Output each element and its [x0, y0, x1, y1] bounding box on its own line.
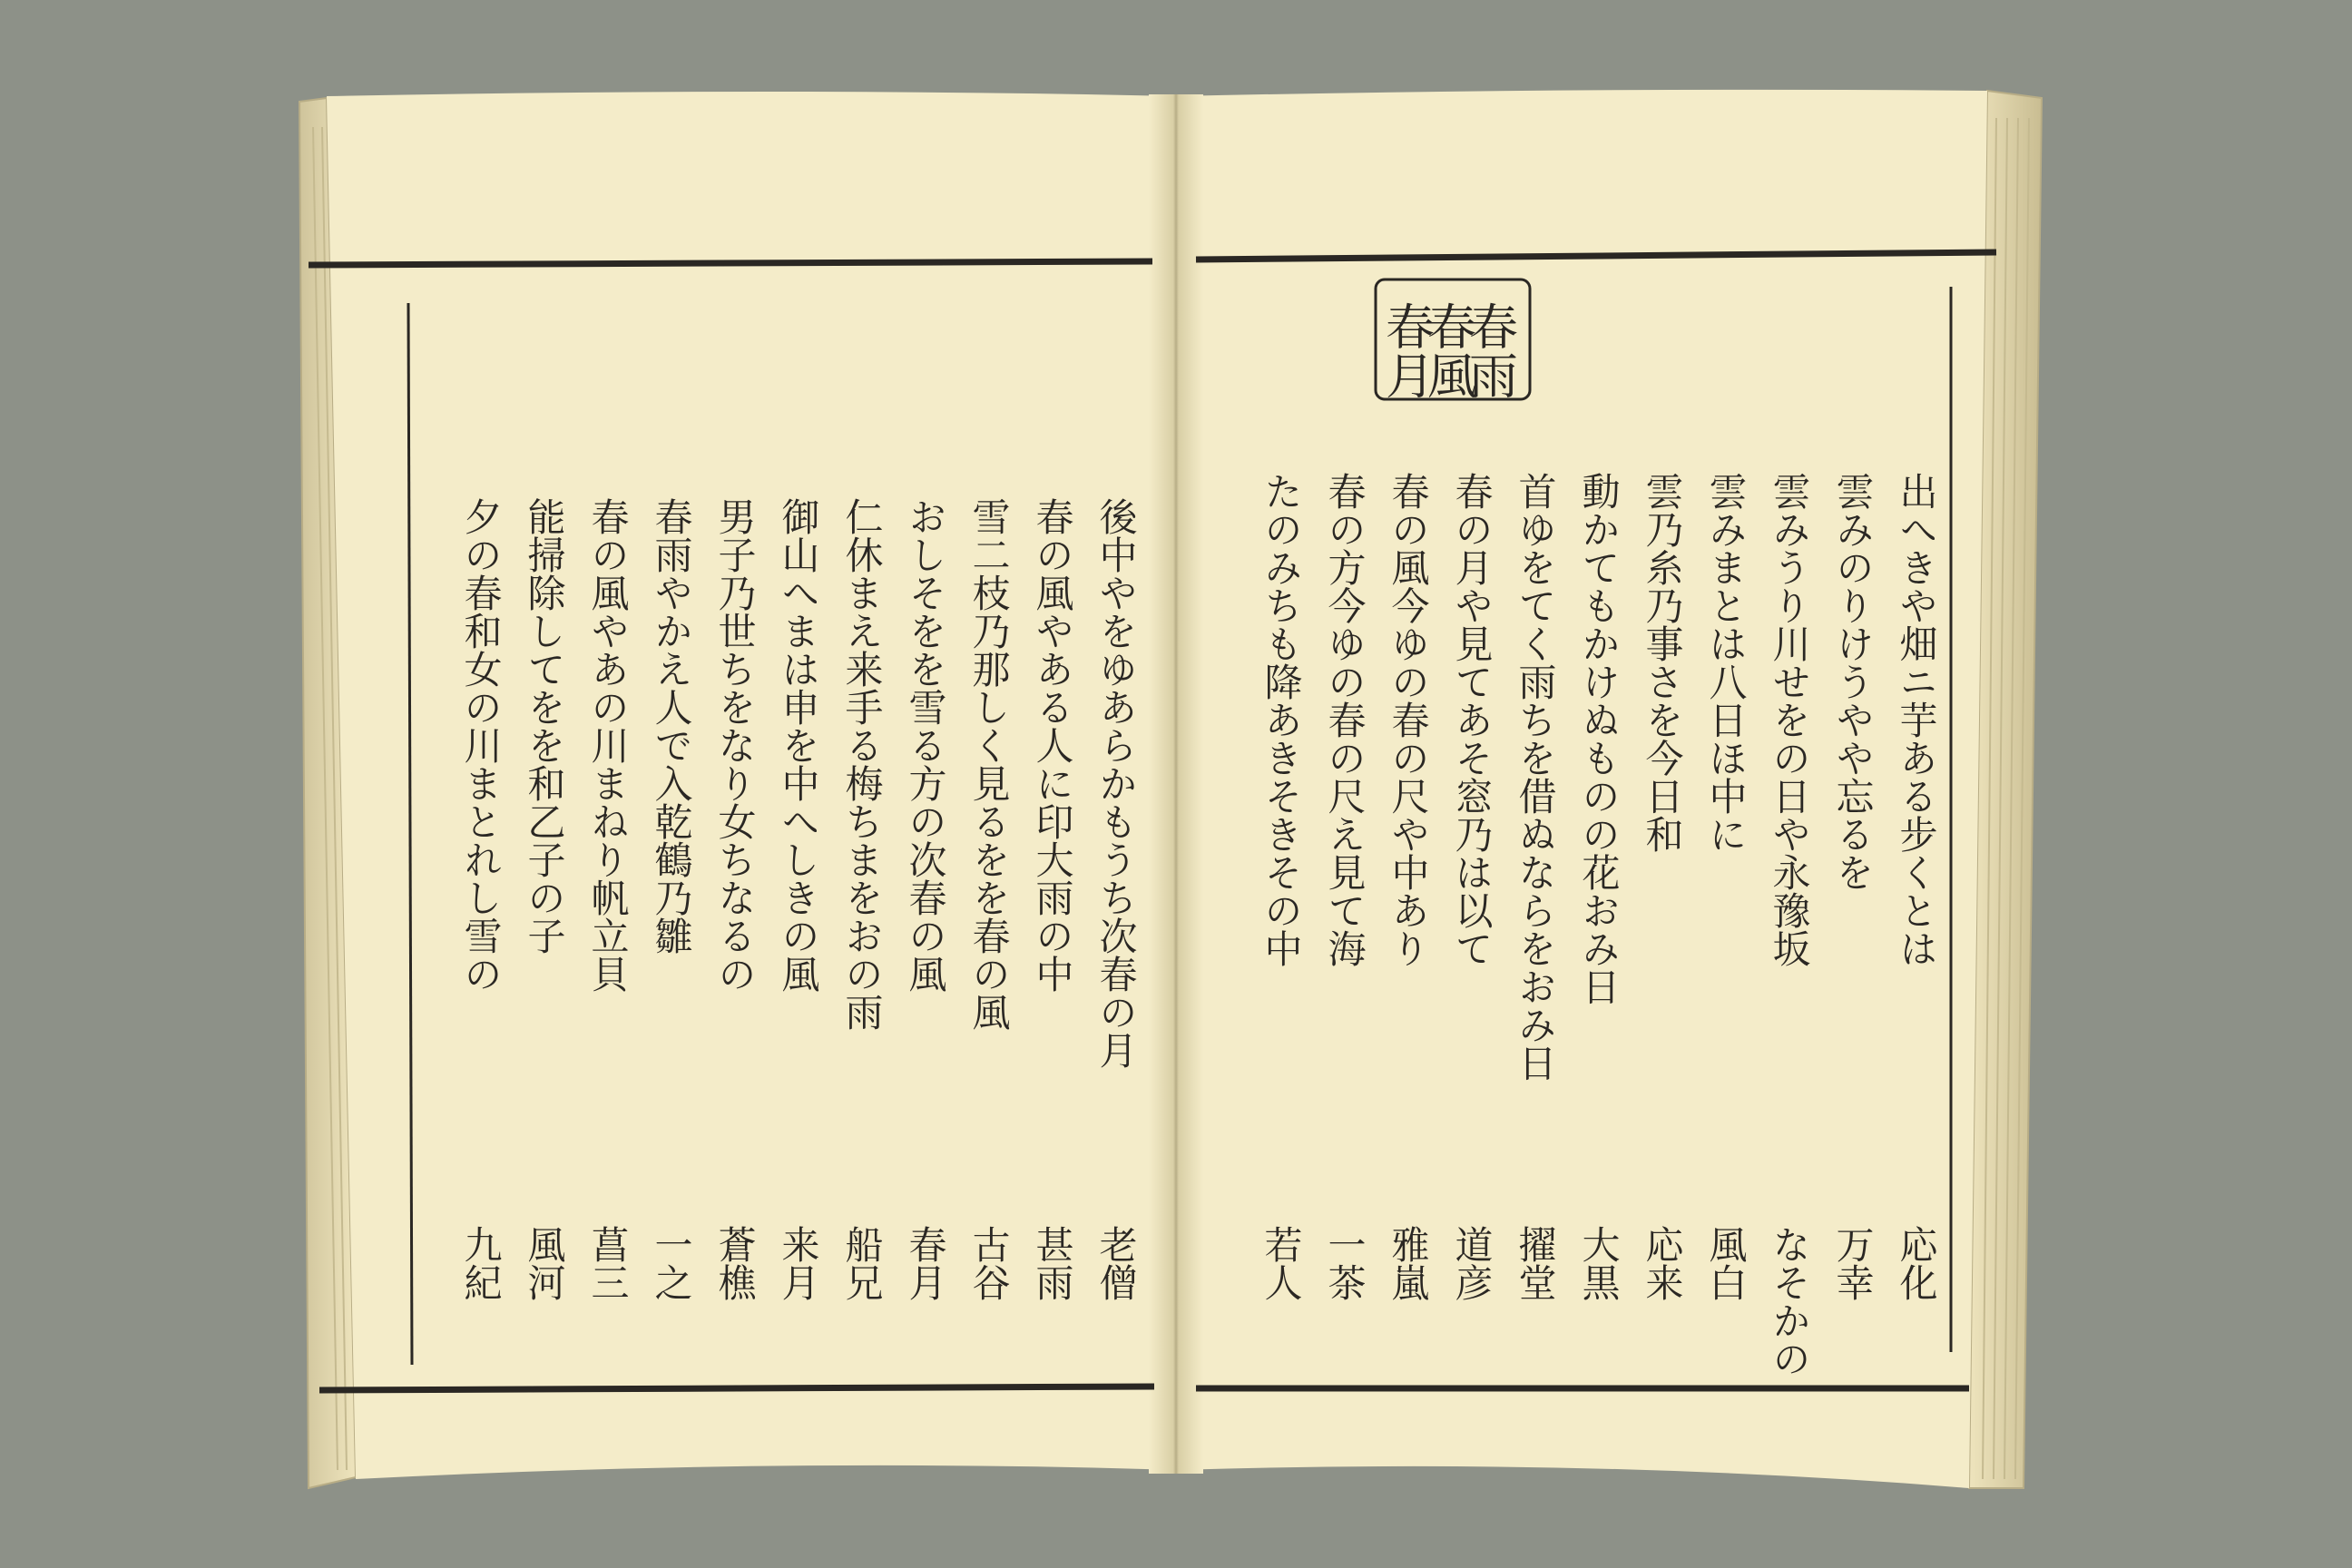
author-name: 一之	[649, 1225, 694, 1301]
author-name: 若人	[1259, 1225, 1304, 1301]
text-column: 動かてもかけぬものの花おみ日	[1576, 472, 1622, 1005]
text-column: 夕の春和女の川まとれし雪の	[458, 497, 504, 993]
title-column: 春月	[1377, 301, 1436, 399]
text-column: 出へきや畑ニ芋ある步くとは	[1894, 472, 1939, 967]
text-column: 雲みまとは八日ほ中に	[1703, 472, 1749, 853]
author-name: 来月	[776, 1225, 821, 1301]
text-column: 能掃除してをを和乙子の子	[522, 497, 567, 955]
text-column: 春の方今ゆの春の尺え見て海	[1322, 472, 1367, 967]
author-name: 春月	[903, 1225, 948, 1301]
author-name: 九紀	[458, 1225, 504, 1301]
author-name: 風河	[522, 1225, 567, 1301]
text-column: 春の風今ゆの春の尺や中あり	[1386, 472, 1431, 967]
text-column: 雪二枝乃那しく見るをを春の風	[966, 497, 1012, 1031]
text-column: 後中やをゆあらかもうち次春の月	[1093, 497, 1139, 1069]
text-column: 春の月や見てあそ窓乃は以て	[1449, 472, 1494, 967]
author-name: 船兄	[839, 1225, 885, 1301]
text-column: 雲みのりけうやや忘るを	[1830, 472, 1876, 891]
text-column: おしそをを雪る方の次春の風	[903, 497, 948, 993]
author-name: 大黒	[1576, 1225, 1622, 1301]
text-column: 春の風やあの川まねり帆立貝	[585, 497, 631, 993]
text-column: たのみちも降あきそきその中	[1259, 472, 1304, 967]
author-name: なそかの	[1767, 1225, 1812, 1377]
author-name: 一茶	[1322, 1225, 1367, 1301]
author-name: 応来	[1640, 1225, 1685, 1301]
text-column: 春雨やかえ人で入乾鶴乃雛	[649, 497, 694, 955]
author-name: 老僧	[1093, 1225, 1139, 1301]
author-name: 甚雨	[1030, 1225, 1075, 1301]
author-name: 雅嵐	[1386, 1225, 1431, 1301]
author-name: 風白	[1703, 1225, 1749, 1301]
author-name: 万幸	[1830, 1225, 1876, 1301]
author-name: 菖三	[585, 1225, 631, 1301]
author-name: 蒼樵	[712, 1225, 758, 1301]
text-column: 仁休まえ来手る梅ちまをおの雨	[839, 497, 885, 1031]
gutter	[1149, 94, 1203, 1474]
text-column: 春の風やある人に印大雨の中	[1030, 497, 1075, 993]
title-column: 春風	[1419, 301, 1477, 399]
author-name: 擢堂	[1513, 1225, 1558, 1301]
author-name: 道彦	[1449, 1225, 1494, 1301]
text-column: 男子乃世ちをなり女ちなるの	[712, 497, 758, 993]
text-column: 雲みうり川せをの日や永豫坂	[1767, 472, 1812, 967]
author-name: 応化	[1894, 1225, 1939, 1301]
left-page-authors	[459, 1225, 1139, 1301]
author-name: 古谷	[966, 1225, 1012, 1301]
title-column: 春雨	[1461, 301, 1519, 399]
text-column: 御山へまは申を中へしきの風	[776, 497, 821, 993]
text-column: 雲乃糸乃事さを今日和	[1640, 472, 1685, 853]
text-column: 首ゆをてく雨ちを借ぬならをおみ日	[1513, 472, 1558, 1082]
